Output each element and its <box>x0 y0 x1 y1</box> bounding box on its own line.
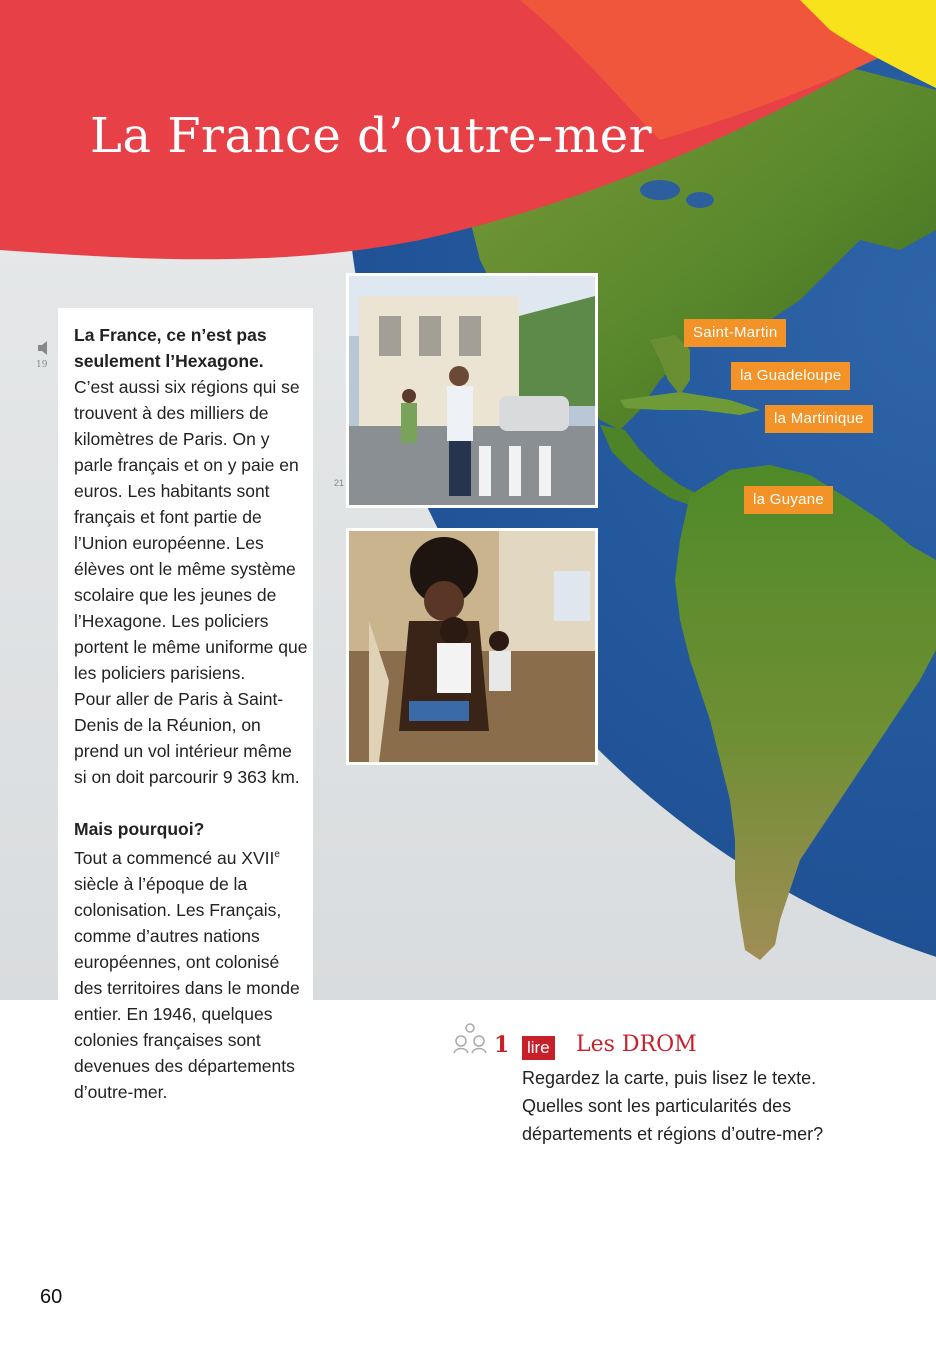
pair-work-icon <box>452 1022 488 1056</box>
exercise-number: 1 <box>494 1032 510 1058</box>
exercise-type-badge: lire <box>522 1036 555 1060</box>
audio-track-number: 19 <box>36 360 48 370</box>
paragraph-2: Pour aller de Paris à Saint-Denis de la Réunion, on prend un vol intérieur même si on doit parcourir 9 363 km. <box>74 689 300 787</box>
paragraph-1: C’est aussi six régions qui se trouvent à des milliers de kilomètres de Paris. On y parle français et on y paie en euros. Les habitants sont français et font partie de l’Union européenne. Les élèves ont le même système scolaire que les jeunes de l’Hexagone. Les policiers portent le même uniforme que les policiers parisiens. <box>74 377 308 683</box>
main-text <box>74 322 309 1105</box>
photo-track-number: 21 <box>334 478 345 488</box>
paragraph-3-sup: e <box>274 849 280 860</box>
paragraph-3-start: Tout a commencé au XVII <box>74 847 275 868</box>
central-america-landmass <box>600 425 700 505</box>
speaker-icon[interactable] <box>36 338 52 358</box>
subheading: Mais pourquoi? <box>74 819 205 839</box>
page-title: La France d’outre-mer <box>90 108 653 164</box>
label-guyane: la Guyane <box>744 486 833 514</box>
page-number: 60 <box>40 1286 63 1308</box>
paragraph-3-end: siècle à l’époque de la colonisation. Les Français, comme d’autres nations européennes, ont colonisé des territoires dans le monde entier. En 1946, quelques colonies françaises sont devenues des départements d’outre-mer. <box>74 873 300 1102</box>
label-martinique: la Martinique <box>765 405 873 433</box>
label-saint-martin: Saint-Martin <box>684 319 786 347</box>
label-guadeloupe: la Guadeloupe <box>731 362 850 390</box>
photo-family-computer <box>346 528 598 765</box>
exercise-title: Les DROM <box>576 1032 697 1057</box>
exercise-instructions: Regardez la carte, puis lisez le texte. Quelles sont les particularités des départements et régions d’outre-mer? <box>522 1068 824 1144</box>
paragraph-3 <box>74 842 309 1105</box>
photo-police-street <box>346 273 598 508</box>
south-america-landmass <box>675 465 936 960</box>
intro-heading: La France, ce n’est pas seulement l’Hexagone. <box>74 325 267 371</box>
